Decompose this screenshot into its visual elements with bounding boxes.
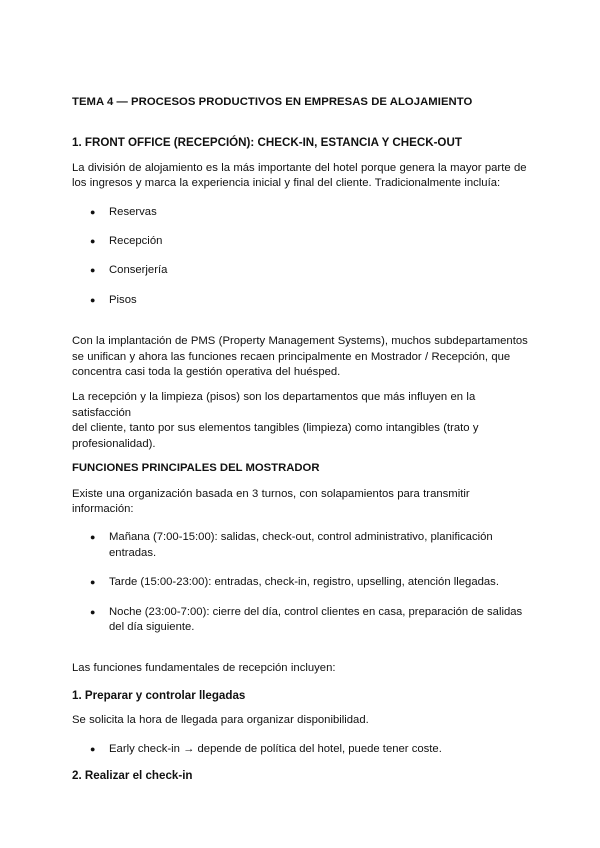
list-item-shift-afternoon xyxy=(90,575,528,590)
bullet-icon: ● xyxy=(90,532,96,543)
departments-list xyxy=(72,205,528,309)
fundamentals-intro: Las funciones fundamentales de recepción incluyen: xyxy=(72,662,336,675)
list-item-conserjeria xyxy=(90,263,528,278)
satisfaction-line: del cliente, tanto por sus elementos tangibles (limpieza) como intangibles (trato y xyxy=(72,422,479,435)
functions-heading: FUNCIONES PRINCIPALES DEL MOSTRADOR xyxy=(72,462,320,475)
list-item-label: Reservas xyxy=(109,205,157,218)
shifts-intro: Existe una organización basada en 3 turnos, con solapamientos para transmitir información: xyxy=(72,487,470,515)
satisfaction-line: profesionalidad). xyxy=(72,437,156,450)
bullet-icon: ● xyxy=(90,577,96,588)
intro-line: La división de alojamiento es la más importante del hotel porque genera la mayor parte de xyxy=(72,161,527,174)
shift-line: Noche (23:00-7:00): cierre del día, control clientes en casa, preparación de salidas xyxy=(109,605,523,618)
shift-line: del día siguiente. xyxy=(109,620,195,633)
intro-paragraph xyxy=(72,161,528,192)
list-item-recepcion xyxy=(90,234,528,249)
list-item-pisos xyxy=(90,293,528,308)
document-title: TEMA 4 — PROCESOS PRODUCTIVOS EN EMPRESAS DE ALOJAMIENTO xyxy=(72,96,473,108)
list-item-label: Recepción xyxy=(109,235,163,248)
shifts-list xyxy=(72,530,528,635)
shift-line: entradas. xyxy=(109,546,157,559)
arrivals-list xyxy=(72,742,528,757)
satisfaction-line: La recepción y la limpieza (pisos) son los departamentos que más influyen en la satisfacción xyxy=(72,391,476,419)
list-item-early-checkin xyxy=(90,742,528,757)
pms-paragraph xyxy=(72,334,528,380)
shift-line: Mañana (7:00-15:00): salidas, check-out, control administrativo, planificación xyxy=(109,531,493,544)
pms-line: se unifican y ahora las funciones recaen principalmente en Mostrador / Recepción, que xyxy=(72,350,511,363)
list-item-label: Early check-in → depende de política del hotel, puede tener coste. xyxy=(109,742,442,755)
pms-line: concentra casi toda la gestión operativa del huésped. xyxy=(72,366,341,379)
list-item-label: Pisos xyxy=(109,293,137,306)
intro-line: los ingresos y marca la experiencia inicial y final del cliente. Tradicionalmente incluía: xyxy=(72,177,501,190)
list-item-reservas xyxy=(90,205,528,220)
section-title-front-office: 1. FRONT OFFICE (RECEPCIÓN): CHECK-IN, ESTANCIA Y CHECK-OUT xyxy=(72,136,462,150)
list-item-shift-night xyxy=(90,605,528,636)
bullet-icon: ● xyxy=(90,294,96,305)
bullet-icon: ● xyxy=(90,236,96,247)
satisfaction-paragraph xyxy=(72,390,528,452)
shift-line: Tarde (15:00-23:00): entradas, check-in, registro, upselling, atención llegadas. xyxy=(109,576,499,589)
list-item-shift-morning xyxy=(90,530,528,561)
list-item-label: Conserjería xyxy=(109,264,168,277)
subsection-title-arrivals: 1. Preparar y controlar llegadas xyxy=(72,688,246,702)
bullet-icon: ● xyxy=(90,606,96,617)
bullet-icon: ● xyxy=(90,206,96,217)
arrivals-text: Se solicita la hora de llegada para organizar disponibilidad. xyxy=(72,714,369,727)
bullet-icon: ● xyxy=(90,743,96,754)
subsection-title-checkin: 2. Realizar el check-in xyxy=(72,768,193,782)
bullet-icon: ● xyxy=(90,265,96,276)
pms-line: Con la implantación de PMS (Property Management Systems), muchos subdepartamentos xyxy=(72,335,528,348)
